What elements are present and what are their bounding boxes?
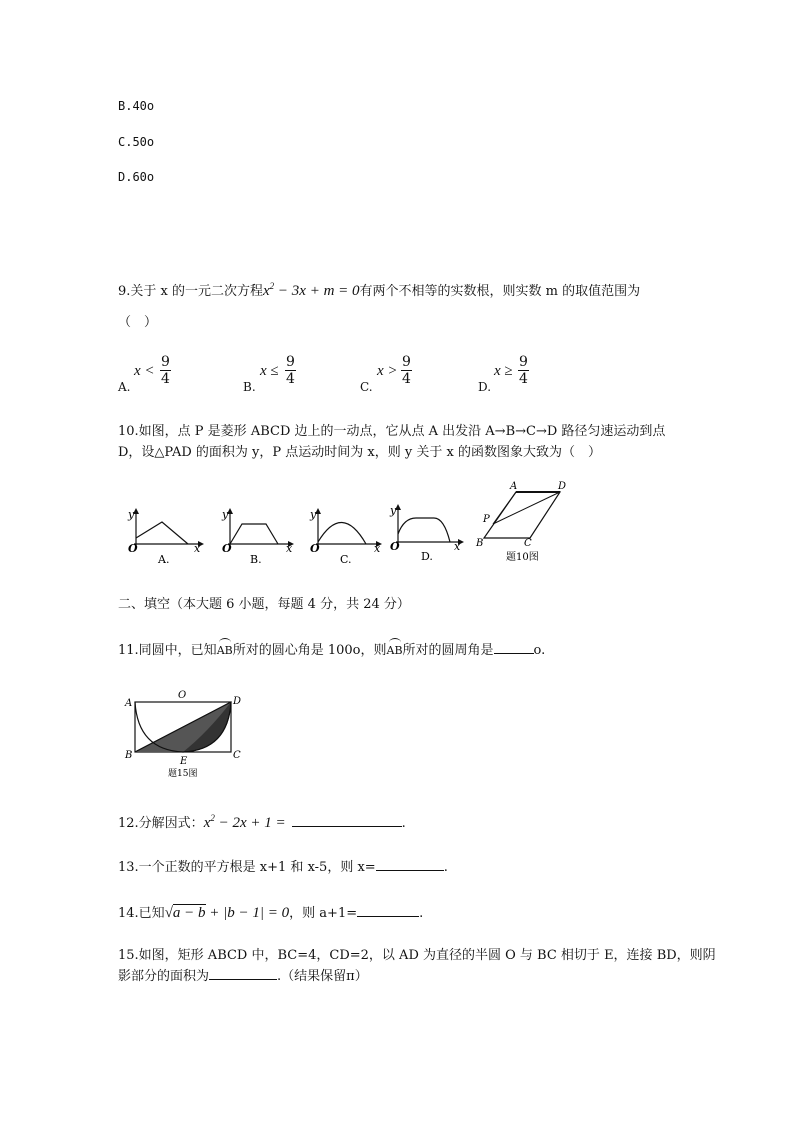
graph-c-origin: O (310, 542, 320, 555)
graph-b (221, 508, 294, 566)
graph-a-x-label: x (194, 542, 201, 555)
graph-c-x-label: x (374, 542, 381, 555)
graph-a-y-label: y (128, 508, 135, 521)
graph-b-x-label: x (286, 542, 293, 555)
graph-d-label: D. (421, 550, 433, 563)
arc-ab-2: AB (386, 644, 403, 657)
q15-line2: 影部分的面积为 .（结果保留π） (118, 969, 368, 984)
vertex-a: A (510, 481, 518, 492)
section-2-heading: 二、填空（本大题 6 小题，每题 4 分，共 24 分） (118, 597, 410, 612)
vertex-b: B (476, 538, 484, 549)
fig15-label-b: B (125, 750, 133, 761)
graph-c (309, 508, 382, 566)
q10-line1: 10.如图，点 P 是菱形 ABCD 边上的一动点，它从点 A 出发沿 A→B→C→D 路径匀速运动到点 (118, 424, 666, 439)
q13-blank (376, 858, 444, 871)
q15-line1: 15.如图，矩形 ABCD 中，BC=4，CD=2，以 AD 为直径的半圆 O 与 BC 相切于 E，连接 BD，则阴 (118, 948, 716, 963)
fig15-figure (118, 688, 248, 780)
question-13: 13.一个正数的平方根是 x+1 和 x-5，则 x= . (118, 860, 448, 875)
fig15-label-d: D (233, 696, 242, 707)
point-p: P (483, 514, 490, 525)
question-12: 12.分解因式：$x^2 - 2x + 1$ = . (118, 813, 406, 831)
fig15-label-c: C (233, 750, 241, 761)
graph-a-label: A. (158, 553, 170, 566)
q12-expression: $x^2 - 2x + 1$ = (203, 813, 286, 831)
graph-a-origin: O (128, 542, 138, 555)
graph-d (389, 504, 464, 563)
option-b: B.40o (118, 99, 155, 113)
graph-b-origin: O (222, 542, 232, 555)
fig15-label-a: A (125, 698, 133, 709)
graph-a (127, 508, 204, 566)
q15-blank (209, 967, 277, 980)
graph-c-y-label: y (310, 508, 317, 521)
question-9 (118, 280, 640, 300)
fig15-caption: 题15图 (168, 769, 198, 779)
q14-expression: √a − b + |b − 1| = 0 (164, 905, 290, 921)
q14-blank (357, 904, 419, 917)
q9-paren: （ ） (118, 315, 158, 330)
q11-blank (494, 641, 534, 654)
q9-equation: $x^2 - 3x + m = 0$ (263, 281, 360, 299)
option-d: D.60o (118, 170, 155, 184)
q10-line2: D，设△PAD 的面积为 y，P 点运动时间为 x，则 y 关于 x 的函数图象大致为（ ） (118, 445, 601, 460)
vertex-c: C (524, 538, 532, 549)
fig15-label-o: O (178, 690, 187, 701)
rhombus-caption: 题10图 (506, 552, 539, 563)
fig15-label-e: E (180, 756, 188, 767)
graph-d-x-label: x (454, 540, 461, 553)
q10-graphs-figure (118, 478, 588, 568)
option-c: C.50o (118, 135, 155, 149)
question-14: 14.已知√a − b + |b − 1| = 0，则 a+1= . (118, 905, 424, 921)
question-11: 11.同圆中，已知AB所对的圆心角是 100o，则AB所对的圆周角是 o. (118, 643, 546, 658)
graph-d-y-label: y (390, 504, 397, 517)
arc-ab-1: AB (216, 644, 233, 657)
q9-choices: A. x < $\frac{9}{4}$ B. x ≤ $\frac{9}{4}$ C. x > $\frac{9}{4}$ D. x ≥ $\frac{9}{4}$ (118, 354, 528, 394)
graph-c-label: C. (340, 553, 352, 566)
graph-b-y-label: y (222, 508, 229, 521)
q9-suffix: 有两个不相等的实数根，则实数 m 的取值范围为 (359, 284, 641, 299)
rhombus-figure (475, 481, 566, 563)
vertex-d: D (558, 481, 567, 492)
graph-b-label: B. (250, 553, 262, 566)
graph-d-origin: O (390, 540, 400, 553)
q12-blank (292, 814, 402, 827)
q9-prefix: 9.关于 x 的一元二次方程 (118, 284, 263, 299)
